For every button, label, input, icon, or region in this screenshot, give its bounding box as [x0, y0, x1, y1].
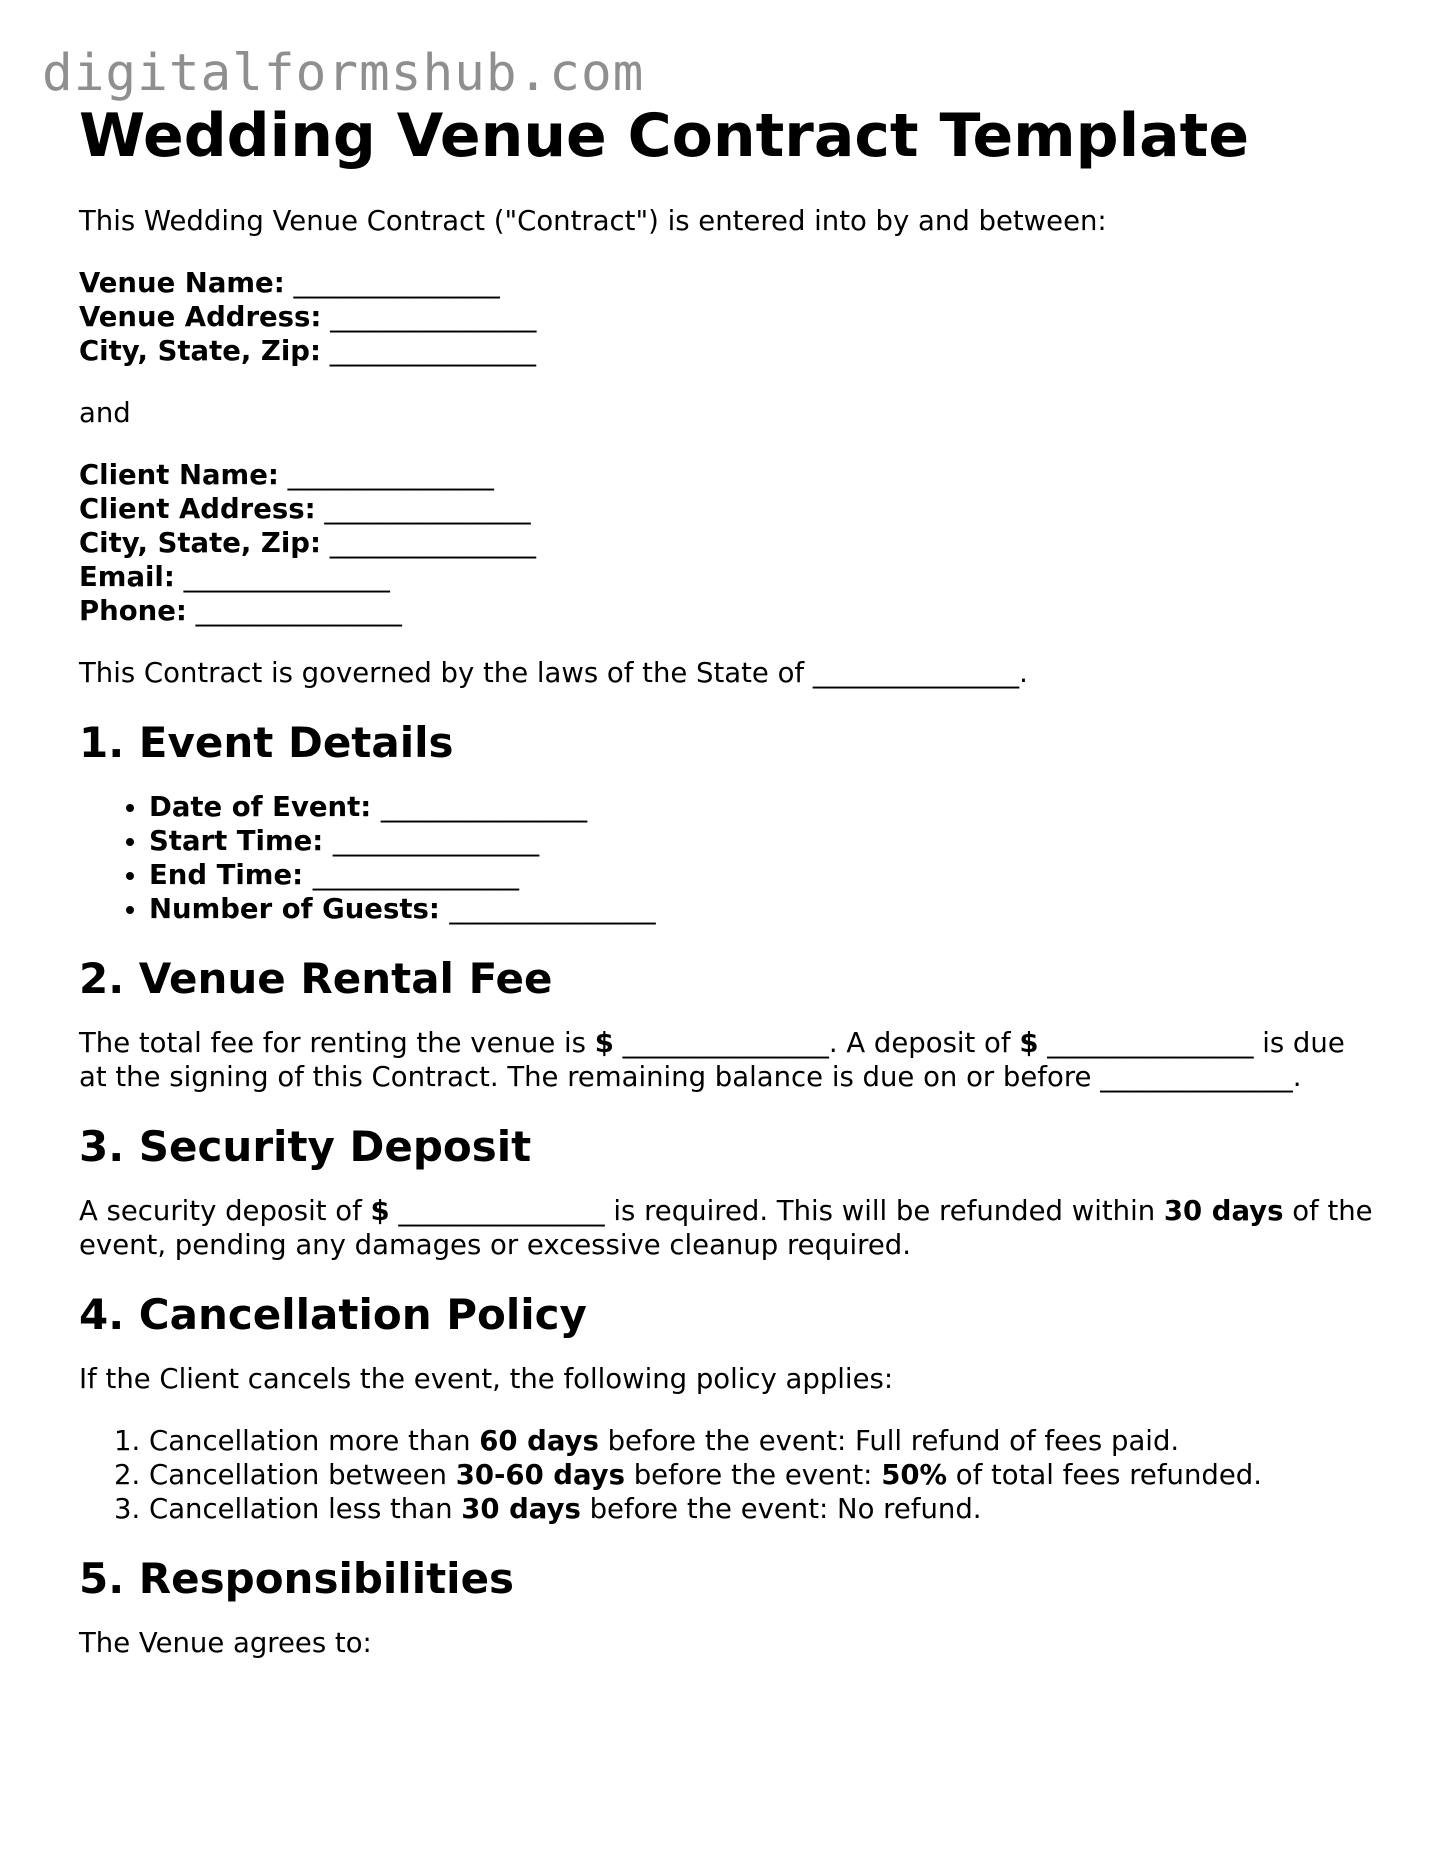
list-item: 1. Cancellation more than 60 days before the event: Full refund of fees paid.	[149, 1424, 1379, 1458]
field-label: City, State, Zip:	[79, 335, 321, 367]
document-title: Wedding Venue Contract Template	[79, 101, 1250, 171]
list-item: 2. Cancellation between 30-60 days before the event: 50% of total fees refunded.	[149, 1458, 1379, 1492]
field-blank[interactable]: _______________	[287, 459, 494, 491]
client-city-state-zip-field[interactable]	[79, 526, 1379, 560]
governing-law-label: This Contract is governed by the laws of the State of	[79, 657, 805, 689]
field-label: Client Name:	[79, 459, 279, 491]
currency-symbol: $	[1019, 1027, 1039, 1059]
list-item[interactable]	[149, 790, 1379, 824]
period: .	[1019, 657, 1028, 689]
venue-city-state-zip-field[interactable]	[79, 334, 1379, 368]
field-blank[interactable]: _______________	[332, 825, 540, 857]
intro-text: This Wedding Venue Contract ("Contract") is entered into by and between:	[79, 205, 1107, 237]
section-heading-rental-fee: 2. Venue Rental Fee	[79, 954, 553, 1003]
cancellation-intro: If the Client cancels the event, the following policy applies:	[79, 1363, 894, 1395]
field-label: Client Address:	[79, 493, 316, 525]
field-blank[interactable]: _______________	[329, 335, 536, 367]
security-deposit-text	[79, 1194, 1379, 1262]
currency-symbol: $	[370, 1195, 390, 1227]
event-details-list	[79, 790, 1379, 926]
field-label: Email:	[79, 561, 175, 593]
text-fragment: . A deposit of	[828, 1027, 1011, 1059]
section-heading-event-details: 1. Event Details	[79, 718, 454, 767]
field-label: Venue Name:	[79, 267, 285, 299]
field-blank[interactable]: _______________	[293, 267, 500, 299]
section-heading-responsibilities: 5. Responsibilities	[79, 1554, 515, 1603]
item-label: Date of Event:	[149, 791, 372, 823]
governing-law-text	[79, 656, 1379, 690]
document	[79, 98, 1379, 1688]
rental-fee-text	[79, 1026, 1379, 1094]
text-fragment: is due at the signing of this Contract. The remaining balance is due on or before	[79, 1027, 1345, 1093]
currency-symbol: $	[594, 1027, 614, 1059]
field-blank[interactable]: _______________	[330, 301, 537, 333]
list-item[interactable]	[149, 892, 1379, 926]
refund-days: 30 days	[1163, 1195, 1284, 1227]
field-blank[interactable]: _______________	[380, 791, 588, 823]
deposit-blank[interactable]: _______________	[1047, 1027, 1254, 1059]
item-label: Number of Guests:	[149, 893, 440, 925]
field-label: Venue Address:	[79, 301, 322, 333]
responsibilities-intro: The Venue agrees to:	[79, 1627, 372, 1659]
field-label: Phone:	[79, 595, 187, 627]
list-item[interactable]	[149, 824, 1379, 858]
field-blank[interactable]: _______________	[195, 595, 402, 627]
field-blank[interactable]: _______________	[329, 527, 536, 559]
client-email-field[interactable]	[79, 560, 1379, 594]
watermark: digitalformshub.com	[42, 44, 645, 103]
venue-address-field[interactable]	[79, 300, 1379, 334]
field-blank[interactable]: _______________	[312, 859, 519, 891]
client-info	[79, 458, 1379, 628]
state-blank[interactable]: _______________	[812, 657, 1020, 689]
text-fragment: is required. This will be refunded within	[613, 1195, 1156, 1227]
item-label: Start Time:	[149, 825, 324, 857]
list-item[interactable]	[149, 858, 1379, 892]
section-heading-security-deposit: 3. Security Deposit	[79, 1122, 532, 1171]
list-item: 3. Cancellation less than 30 days before the event: No refund.	[149, 1492, 1379, 1526]
text-fragment: A security deposit of	[79, 1195, 362, 1227]
total-fee-blank[interactable]: _______________	[622, 1027, 829, 1059]
cancellation-list	[79, 1424, 1379, 1526]
venue-info	[79, 266, 1379, 368]
text-fragment: of the event, pending any damages or excessive cleanup required.	[79, 1195, 1373, 1261]
venue-name-field[interactable]	[79, 266, 1379, 300]
client-phone-field[interactable]	[79, 594, 1379, 628]
field-blank[interactable]: _______________	[324, 493, 531, 525]
field-label: City, State, Zip:	[79, 527, 321, 559]
client-name-field[interactable]	[79, 458, 1379, 492]
period: .	[1292, 1061, 1302, 1093]
text-fragment: The total fee for renting the venue is	[79, 1027, 586, 1059]
security-deposit-blank[interactable]: _______________	[398, 1195, 605, 1227]
field-blank[interactable]: _______________	[183, 561, 390, 593]
field-blank[interactable]: _______________	[449, 893, 656, 925]
client-address-field[interactable]	[79, 492, 1379, 526]
and-text: and	[79, 397, 131, 429]
balance-due-date-blank[interactable]: ______________	[1100, 1061, 1293, 1093]
item-label: End Time:	[149, 859, 304, 891]
section-heading-cancellation: 4. Cancellation Policy	[79, 1290, 587, 1339]
